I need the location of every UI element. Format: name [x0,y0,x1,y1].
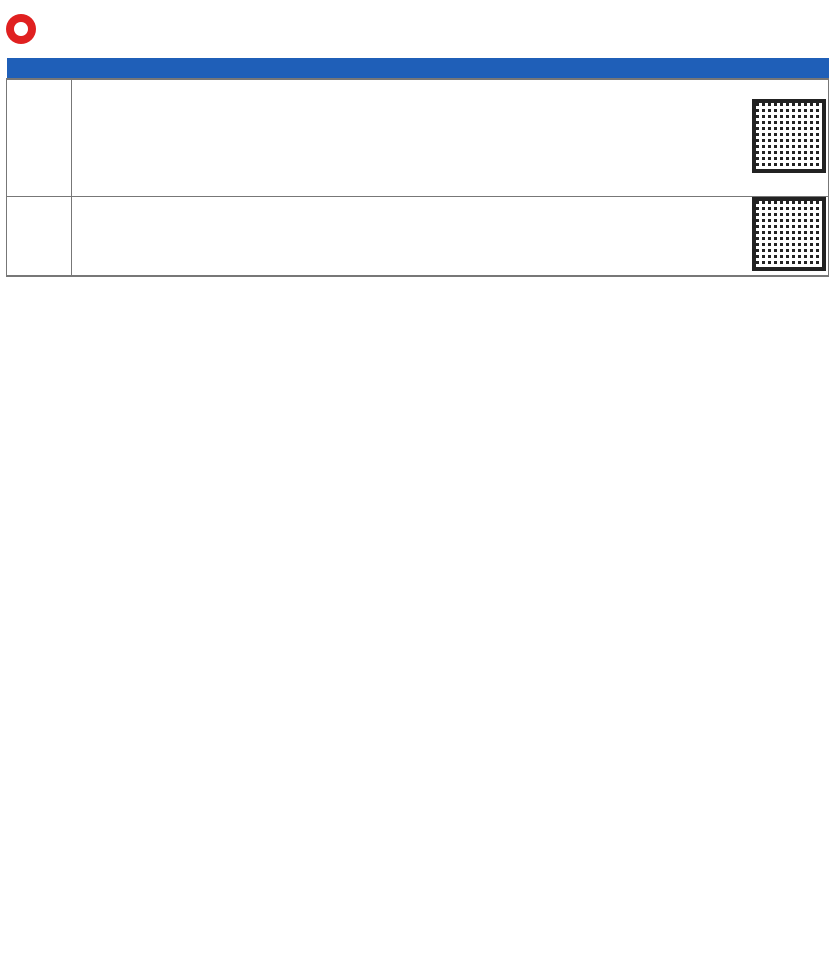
focus-text [71,276,828,277]
report-header [0,0,833,58]
table-header-row [7,58,829,79]
viewpoint-row [7,197,829,276]
col-header [674,58,750,79]
focus-row [7,276,829,277]
category-cell [7,197,72,276]
col-header [444,58,674,79]
company-logo [6,10,146,50]
category-cell [7,80,72,197]
industry-news-row [7,80,829,197]
col-header [296,58,384,79]
logo-icon [6,14,36,44]
qr-code-icon [752,99,826,173]
col-header [71,58,296,79]
qr-block [750,80,829,197]
qr-code-icon [752,197,826,271]
industry-news-text [71,80,750,197]
col-header [384,58,445,79]
qr-block [750,197,829,276]
data-table [6,58,829,277]
col-header [750,58,829,79]
col-header [7,58,72,79]
category-cell [7,276,72,277]
viewpoint-text [71,197,750,276]
